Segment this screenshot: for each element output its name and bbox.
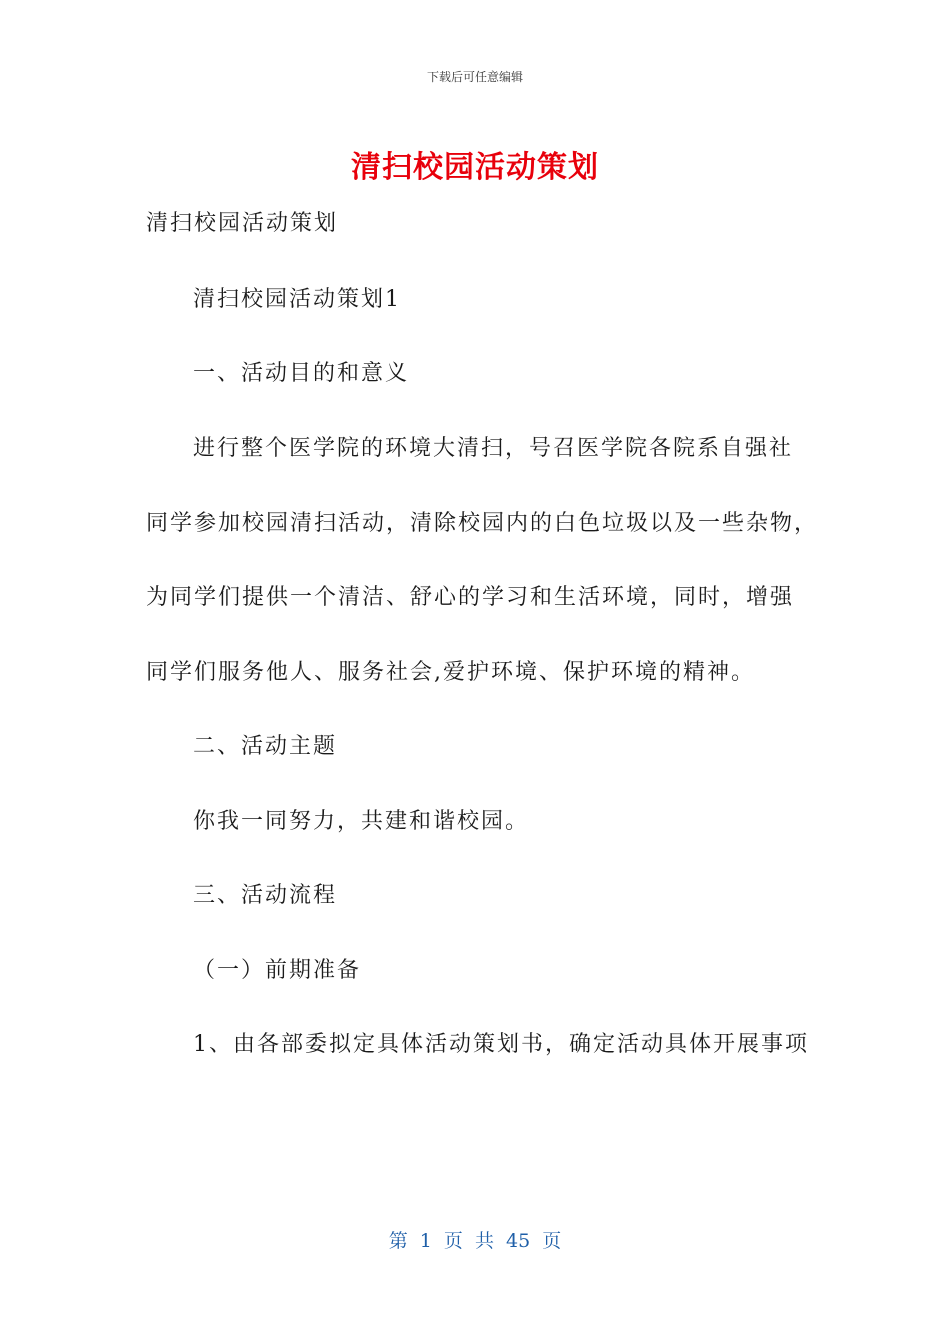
page-footer: 第 1 页 共 45 页 [388, 1230, 562, 1252]
body-line: 同学们服务他人、服务社会,爱护环境、保护环境的精神。 [146, 660, 755, 685]
body-line: 1、由各部委拟定具体活动策划书，确定活动具体开展事项 [193, 1032, 809, 1057]
body-line: 你我一同努力，共建和谐校园。 [193, 809, 530, 834]
body-line: 清扫校园活动策划 [146, 211, 339, 236]
body-line: 为同学们提供一个清洁、舒心的学习和生活环境，同时，增强 [146, 585, 795, 610]
section-heading: 二、活动主题 [193, 734, 338, 759]
header-note: 下载后可任意编辑 [426, 70, 523, 84]
section-heading: 三、活动流程 [193, 883, 338, 908]
body-line: 同学参加校园清扫活动，清除校园内的白色垃圾以及一些杂物， [146, 511, 819, 536]
body-line: 进行整个医学院的环境大清扫，号召医学院各院系自强社 [193, 436, 794, 461]
subsection-heading: （一）前期准备 [193, 958, 362, 983]
section-heading: 一、活动目的和意义 [193, 361, 410, 386]
body-line: 清扫校园活动策划1 [193, 287, 401, 312]
document-title: 清扫校园活动策划 [351, 150, 599, 185]
